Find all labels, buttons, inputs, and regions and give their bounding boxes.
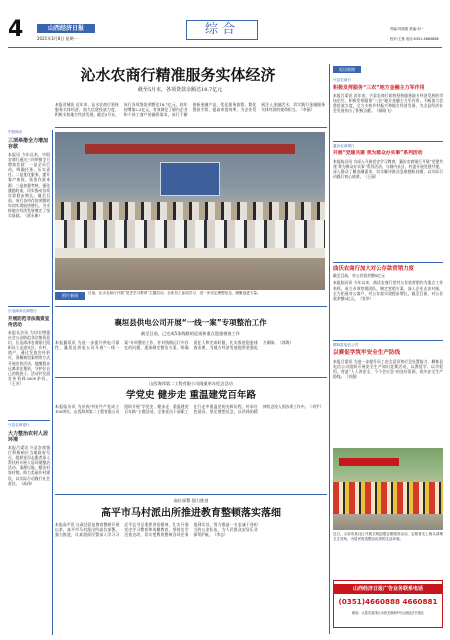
ad-phone: (0351)4660888 4660881 (338, 597, 438, 606)
left-body-1: 本报讯 今年以来，中阳农商行通过三项举措全力增加存款：一是全员行动，明确任务，压实责任；二是优化服务，提升客户体验，拓宽存款来源；三是加强考核，强化激励约束，切实推动各项存款稳步增长。截至目前，该行各项存款余额较年初实现较快增长，为支持地方经济发展奠定了坚实基础。（贾永新） (8, 152, 50, 219)
right-column-divider (329, 64, 330, 634)
right-item-4 (333, 343, 443, 423)
photo-news-label: 图片新闻 (55, 292, 85, 300)
left-rule-2 (8, 420, 50, 421)
right-title-4: 以赛促学筑牢安全生产防线 (333, 350, 401, 357)
anniv-rule (55, 494, 327, 495)
screen-in-photo (160, 162, 220, 196)
lead-body: 本报晋城讯 近年来，沁水农商行坚持服务实体经济，加大信贷投放力度，积极支持地方经济发展。截至5月末，该行各项贷款余额达18.7亿元，较年初增加2.3亿元，有效满足了辖内企业和个体工商户的融资需求。该行不断创新金融产品，优化服务流程，简化贷款手续，提高审批效率，为企业发展注入金融活水，切实践行金融服务实体经济的使命担当。（李丽） (55, 102, 325, 118)
left-column-divider (52, 130, 53, 635)
left-rule-1 (8, 306, 50, 307)
right-kicker-4: 柳林县电信公司 (333, 343, 359, 347)
promo-body: 本报襄垣讯 为进一步提升供电可靠性，襄垣县供电公司开展“一线一案”专项整治工作，针对线路运行中存在的问题，逐条制定整治方案，明确责任人和完成时限，扎实推进隐患排查治理，为地方经济发展提供坚强电力保障。（郭海） (55, 340, 294, 351)
volunteer-caption: 近日，太原市某社区开展文明创建志愿服务活动，志愿者走上街头清理卫生死角，为居民营造整洁优美的生活环境。 (333, 532, 443, 541)
left-body-2: 本报长治讯 为切实增强社会公众防范非法集资意识，长治漳泽农商银行组织员工走进社区、乡村、商户，通过发放宣传折页、讲解典型案例等方式开展宣传活动，提醒群众远离非法集资，守护好自己的钱袋子。活动共发放宣传资料2000余份。（王芳） (8, 330, 50, 386)
bottom-kicker: 高位部署 强力推进 (173, 498, 209, 503)
right-body-3: 本报临汾讯 今年以来，曲沃农商行把对公存款营销作为重点工作来抓，成立专项营销团队，制定营销方案，深入企业走访对接，全力拓展对公客户，对公存款实现稳步增长。截至目前，对公存款余额5亿元。（张华） (333, 280, 443, 301)
left-title-3: 大力整治农村人居环境 (8, 431, 49, 443)
people-row (55, 218, 325, 248)
right-item-3 (333, 266, 443, 324)
lead-rule (55, 127, 327, 128)
promo-rule (55, 377, 327, 378)
people-back-row (55, 202, 325, 220)
right-subtitle-3: 截至目前，对公存款余额5亿元 (333, 273, 385, 279)
page-number: 4 (8, 17, 24, 42)
right-item-2 (333, 144, 443, 211)
right-rule-2 (333, 262, 443, 263)
bottom-headline: 高平市马村派出所推进教育整顿落实落细 (101, 508, 281, 519)
right-kicker-1: 兴县农商行 (333, 78, 351, 82)
meeting-photo (55, 132, 325, 290)
left-column (8, 130, 50, 635)
ad-address: 地址：太原市迎泽区水西关南街5号山西经济日报社 (351, 611, 425, 615)
banner-in-photo (85, 144, 295, 154)
anniv-body: 本报临汾讯 为庆祝中国共产党成立100周年，山西海邦第二工程有限公司组织开展“学党史、健步走、重温建党百年路”主题活动。全体党员干部职工在行走中重温党的光辉历程，传承红色基因，坚定理想信念，以昂扬的精神状态投入到各项工作中。（刘平） (55, 404, 324, 415)
left-kicker-2: 长治漳泽农商银行 (8, 309, 37, 313)
right-item-1 (333, 78, 443, 141)
ad-title: 山西经济日报广告业务联系电话 (334, 584, 442, 594)
bottom-body: 本报高平讯 自政法队伍教育整顿开展以来，高平市马村派出所高位部署，强力推进，认真组织民警深入学习习近平总书记重要讲话精神，扎实开展党史学习教育和英模教育，坚持边学边查边改，切实把教育整顿各项任务落到实处，努力锻造一支忠诚干净担当的公安队伍，为人民群众安居乐业保驾护航。（李志） (55, 522, 258, 538)
banner-in-volunteer-photo (339, 458, 399, 466)
anniv-kicker: 山西海邦第二工程有限公司隆重举办纪念活动 (149, 381, 233, 386)
promo-subtitle: 截至目前，已完成5条线路的巡视和重点隐患排查工作 (141, 331, 240, 336)
right-body-2: 本报临汾讯 为深入开展党史学习教育，襄汾农商银行开展“党建共建 我为群众办实事”系列活动，与辖内社区、村委开展党建共建，深入群众了解金融需求，切实解决群众急难愁盼问题，以实际行动践行初心使命。（王丽） (333, 159, 443, 180)
paper-name: 山西经济日报 (37, 24, 95, 33)
right-body-4: 本报吕梁讯 为进一步提升员工安全意识和应急处置能力，柳林县电信公司组织开展安全生产知识竞赛活动，以赛促学、以学促用，营造“人人讲安全、个个会应急”的良好氛围，筑牢安全生产防线。（刘强） (333, 359, 443, 380)
left-kicker-1: 中阳简讯 (8, 130, 23, 134)
ad-box (333, 580, 443, 628)
masthead (0, 0, 450, 52)
right-section-label: 短讯集锦 (333, 66, 361, 73)
left-title-2: 开展防范非法集资宣传活动 (8, 317, 50, 328)
lead-headline: 沁水农商行精准服务实体经济 (80, 66, 276, 84)
credits-2: 校对:王燕 电话:0351-4660888 (390, 37, 439, 41)
right-title-1: 积极发挥服务“三农”地方金融主力军作用 (333, 85, 425, 92)
credits: 责编:冯晓燕 美编:刘一 (390, 27, 424, 31)
masthead-rule (8, 47, 442, 48)
left-kicker-3: 兴县农商银行 (8, 423, 30, 427)
right-rule-3 (333, 340, 443, 341)
photo-rule (55, 306, 327, 307)
left-title-1: 三项举措全力增加存款 (8, 138, 49, 150)
volunteer-photo (333, 448, 443, 530)
right-title-3: 曲沃农商行加大对公存款营销力度 (333, 266, 414, 272)
right-rule-1 (333, 141, 443, 142)
lead-subtitle: 截至5月末，各项贷款余额达18.7亿元 (137, 87, 223, 93)
right-body-1: 本报吕梁讯 近年来，兴县农商行始终坚持服务地方经济发展的市场定位，积极发挥服务“三农”地方金融主力军作用，不断加大信贷投放力度，全力支持乡村振兴和地方经济发展，为全县经济社会发展作出了积极贡献。（郝晓飞） (333, 93, 443, 114)
right-title-2: 开展“党建共建 我为群众办实事”系列活动 (333, 151, 423, 157)
promo-headline: 襄垣县供电公司开展“一线一案”专项整治工作 (114, 318, 267, 327)
right-kicker-2: 襄汾农商银行 (333, 144, 355, 148)
left-body-3: 本报吕梁讯 兴县农商银行积极响应当地政府号召，组织党员志愿者深入帮扶村开展人居环境整治活动，清理垃圾、整治村容村貌，助力美丽乡村建设，以实际行动践行社会责任。（高伟） (8, 445, 50, 486)
volunteers (333, 482, 443, 514)
section-banner: 综合 (186, 20, 258, 40)
issue-date: 2021年3月8日 星期一 (37, 36, 78, 41)
anniv-headline: 学党史 健步走 重温建党百年路 (125, 390, 257, 401)
photo-news-caption: 日前，沁水农商行开展“党史学习教育”主题活动，全体员工参加学习，进一步坚定理想信念，凝聚奋进力量。 (88, 291, 261, 295)
